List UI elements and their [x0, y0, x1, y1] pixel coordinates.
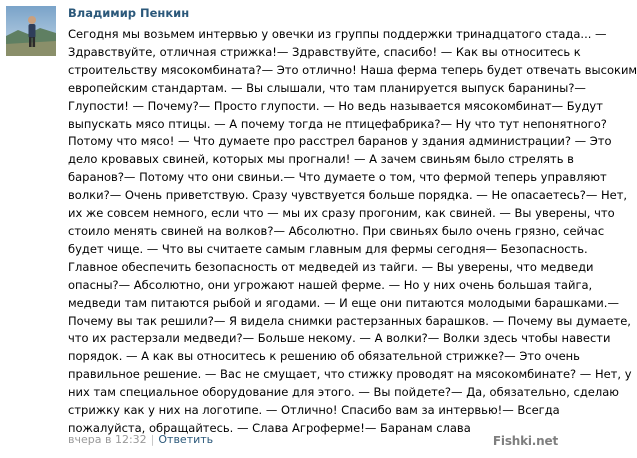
site-watermark: Fishki.net	[492, 434, 558, 448]
author-avatar[interactable]	[6, 6, 56, 56]
post-text-line: строительству мясокомбината?— Это отлично! Наша ферма теперь будет отвечать высоким	[68, 62, 637, 77]
author-name-link[interactable]: Владимир Пенкин	[68, 6, 190, 20]
post-text-line: Здравствуйте, отличная стрижка!— Здравствуйте, спасибо! — Как вы относитесь к	[68, 44, 581, 59]
post-text-line: стрижку как у них на логотипе. — Отлично! Спасибо вам за интервью!— Всегда	[68, 403, 560, 418]
post-text-line: стоило менять свиней на волков?— Абсолютно. При свиньях было очень грязно, сейчас	[68, 223, 605, 238]
post-text-line: Потому что мясо! — Что думаете про расстрел баранов у здания администрации? — Это	[68, 134, 612, 149]
post-text-line: их же совсем немного, если что — мы их сразу прогоним, как свиней. — Вы уверены, что	[68, 206, 615, 221]
post-text-line: Почему вы так решили?— Я видела снимки растерзанных барашков. — Почему вы думаете,	[68, 313, 631, 328]
post-text-line: медведи там питаются рыбой и ягодами. — И еще они питаются молодыми барашками.—	[68, 295, 619, 310]
post-meta	[68, 433, 213, 446]
meta-separator: |	[150, 433, 155, 446]
post-text-line: что их растерзали медведи?— Больше некому. — А волки?— Волки здесь чтобы навести	[68, 331, 611, 346]
post-text-line: дело кровавых свиней, которых мы прогнали! — А зачем свиньям было стрелять в	[68, 152, 574, 167]
post-text-line: будет чище. — Что вы считаете самым главным для фермы сегодня— Безопасность.	[68, 241, 588, 256]
post-text-line: выпускать мясо птицы. — А почему тогда не птицефабрика?— Ну что тут непонятного?	[68, 116, 607, 131]
reply-link[interactable]: Ответить	[158, 433, 214, 446]
post-timestamp[interactable]: вчера в 12:32	[68, 433, 147, 446]
post-text-line: опасны?— Абсолютно, они угрожают нашей ферме. — Но у них очень большая тайга,	[68, 277, 593, 292]
post-text-line: порядок. — А как вы относитесь к решению об обязательной стрижке?— Это очень	[68, 349, 580, 364]
post-text-line: баранов?— Потому что они свиньи.— Что думаете о том, что фермой теперь управляют	[68, 170, 607, 185]
post-text-line: Глупости! — Почему?— Просто глупости. — Но ведь называется мясокомбинат— Будут	[68, 98, 603, 113]
avatar-photo	[6, 6, 56, 56]
post-text-line: Главное обеспечить безопасность от медведей из тайги. — Вы уверены, что медведи	[68, 259, 594, 274]
post-text-line: европейским стандартам. — Вы слышали, что там планируется выпуск баранины?—	[68, 80, 586, 95]
post-text-line: волки?— Очень приветствую. Сразу чувствуется больше порядка. — Не опасаетесь?— Нет,	[68, 188, 628, 203]
post-text-line: Сегодня мы возьмем интервью у овечки из группы поддержки тринадцатого стада... —	[68, 27, 607, 41]
post-text	[68, 26, 637, 438]
post-text-line: правильное решение. — Вас не смущает, что стижку проводят на мясокомбинате? — Нет, у	[68, 367, 632, 382]
post-text-line: них там специальное оборудование для этого. — Вы пойдете?— Да, обязательно, сделаю	[68, 385, 619, 400]
post-text-line: пожалуйста, обращайтесь. — Слава Агроферме!— Баранам слава	[68, 420, 471, 435]
